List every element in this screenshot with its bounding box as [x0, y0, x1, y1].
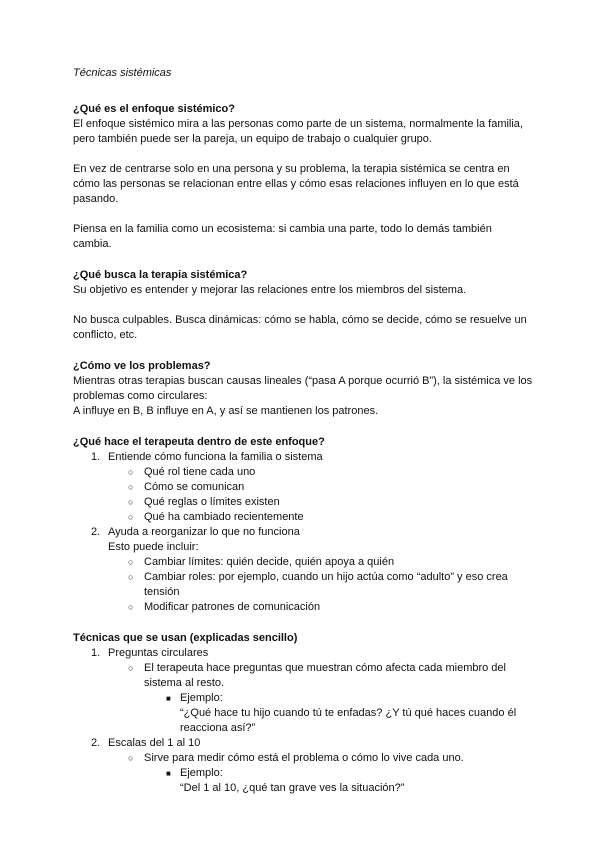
list-item-text: Cambiar roles: por ejemplo, cuando un hijo actúa como “adulto” y eso crea tensión — [144, 571, 508, 598]
list-item — [73, 480, 533, 495]
paragraph: No busca culpables. Busca dinámicas: cómo se habla, cómo se decide, cómo se resuelve un conflicto, etc. — [73, 314, 527, 341]
example-label: Ejemplo: — [180, 692, 223, 704]
list-item-text: Qué rol tiene cada uno — [144, 466, 256, 478]
list-item — [73, 465, 533, 480]
section-heading: ¿Cómo ve los problemas? — [73, 360, 211, 372]
paragraph: El enfoque sistémico mira a las personas como parte de un sistema, normalmente la familia, pero también puede ser la pareja, un equipo de trabajo o cualquier grupo. — [73, 118, 523, 145]
hollow-bullet-icon: ○ — [128, 512, 134, 522]
list-item — [73, 736, 533, 751]
list-item-text: Escalas del 1 al 10 — [108, 737, 201, 749]
list-number: 2. — [91, 737, 101, 749]
list-item-text: El terapeuta hace preguntas que muestran cómo afecta cada miembro del sistema al resto. — [144, 662, 506, 689]
list-item — [73, 495, 533, 510]
list-item — [73, 570, 533, 600]
paragraph: A influye en B, B influye en A, y así se mantienen los patrones. — [73, 405, 379, 417]
bullet-list — [73, 751, 533, 796]
list-item — [73, 450, 533, 465]
document-content — [73, 66, 533, 796]
paragraph: En vez de centrarse solo en una persona y su problema, la terapia sistémica se centra en cómo las personas se relacionan entre ellas y cómo esas relaciones influyen en lo que está pasando. — [73, 163, 519, 205]
list-item-text: Modificar patrones de comunicación — [144, 601, 321, 613]
section-heading: Técnicas que se usan (explicadas sencillo) — [73, 632, 298, 644]
list-item-text: Preguntas circulares — [108, 647, 209, 659]
hollow-bullet-icon: ○ — [128, 557, 134, 567]
list-number: 1. — [91, 647, 101, 659]
list-item — [73, 646, 533, 661]
example-text: “Del 1 al 10, ¿qué tan grave ves la situación?” — [180, 782, 405, 794]
list-item — [73, 751, 533, 766]
list-item — [73, 525, 533, 555]
numbered-list — [73, 450, 533, 615]
sub-list-container — [73, 555, 533, 615]
paragraph: Su objetivo es entender y mejorar las relaciones entre los miembros del sistema. — [73, 284, 467, 296]
numbered-list — [73, 646, 533, 796]
hollow-bullet-icon: ○ — [128, 482, 134, 492]
list-item-text: Sirve para medir cómo está el problema o cómo lo vive cada uno. — [144, 752, 464, 764]
paragraph: Mientras otras terapias buscan causas lineales (“pasa A porque ocurrió B”), la sistémica ve los problemas como circulares: — [73, 375, 533, 402]
square-bullet-icon: ■ — [166, 769, 171, 778]
list-item-text: Ayuda a reorganizar lo que no funciona — [108, 526, 300, 538]
list-number: 1. — [91, 451, 101, 463]
square-bullet-icon: ■ — [166, 694, 171, 703]
sub-list-container — [73, 465, 533, 525]
hollow-bullet-icon: ○ — [128, 497, 134, 507]
list-item-text: Cómo se comunican — [144, 481, 245, 493]
section-heading: ¿Qué busca la terapia sistémica? — [73, 269, 248, 281]
list-item-text: Entiende cómo funciona la familia o sistema — [108, 451, 323, 463]
document-title: Técnicas sistémicas — [73, 67, 172, 79]
list-item — [73, 766, 533, 796]
section-heading: ¿Qué hace el terapeuta dentro de este enfoque? — [73, 436, 325, 448]
list-item — [73, 661, 533, 691]
list-number: 2. — [91, 526, 101, 538]
list-item-text: Qué ha cambiado recientemente — [144, 511, 304, 523]
list-item-note: Esto puede incluir: — [108, 541, 199, 553]
hollow-bullet-icon: ○ — [128, 753, 134, 763]
hollow-bullet-icon: ○ — [128, 467, 134, 477]
example-label: Ejemplo: — [180, 767, 223, 779]
section-heading: ¿Qué es el enfoque sistémico? — [73, 103, 235, 115]
hollow-bullet-icon: ○ — [128, 602, 134, 612]
list-item-text: Qué reglas o límites existen — [144, 496, 280, 508]
sub-list-container — [73, 661, 533, 736]
bullet-list — [73, 465, 533, 525]
bullet-list — [73, 661, 533, 736]
hollow-bullet-icon: ○ — [128, 663, 134, 673]
list-item — [73, 510, 533, 525]
list-item — [73, 555, 533, 570]
list-item-text: Cambiar límites: quién decide, quién apoya a quién — [144, 556, 395, 568]
example-text: “¿Qué hace tu hijo cuando tú te enfadas? ¿Y tú qué haces cuando él reacciona así?” — [180, 707, 517, 734]
list-item — [73, 691, 533, 736]
sub-list-container — [73, 751, 533, 796]
list-item — [73, 600, 533, 615]
bullet-list — [73, 555, 533, 615]
paragraph: Piensa en la familia como un ecosistema: si cambia una parte, todo lo demás también cambia. — [73, 223, 492, 250]
hollow-bullet-icon: ○ — [128, 572, 134, 582]
